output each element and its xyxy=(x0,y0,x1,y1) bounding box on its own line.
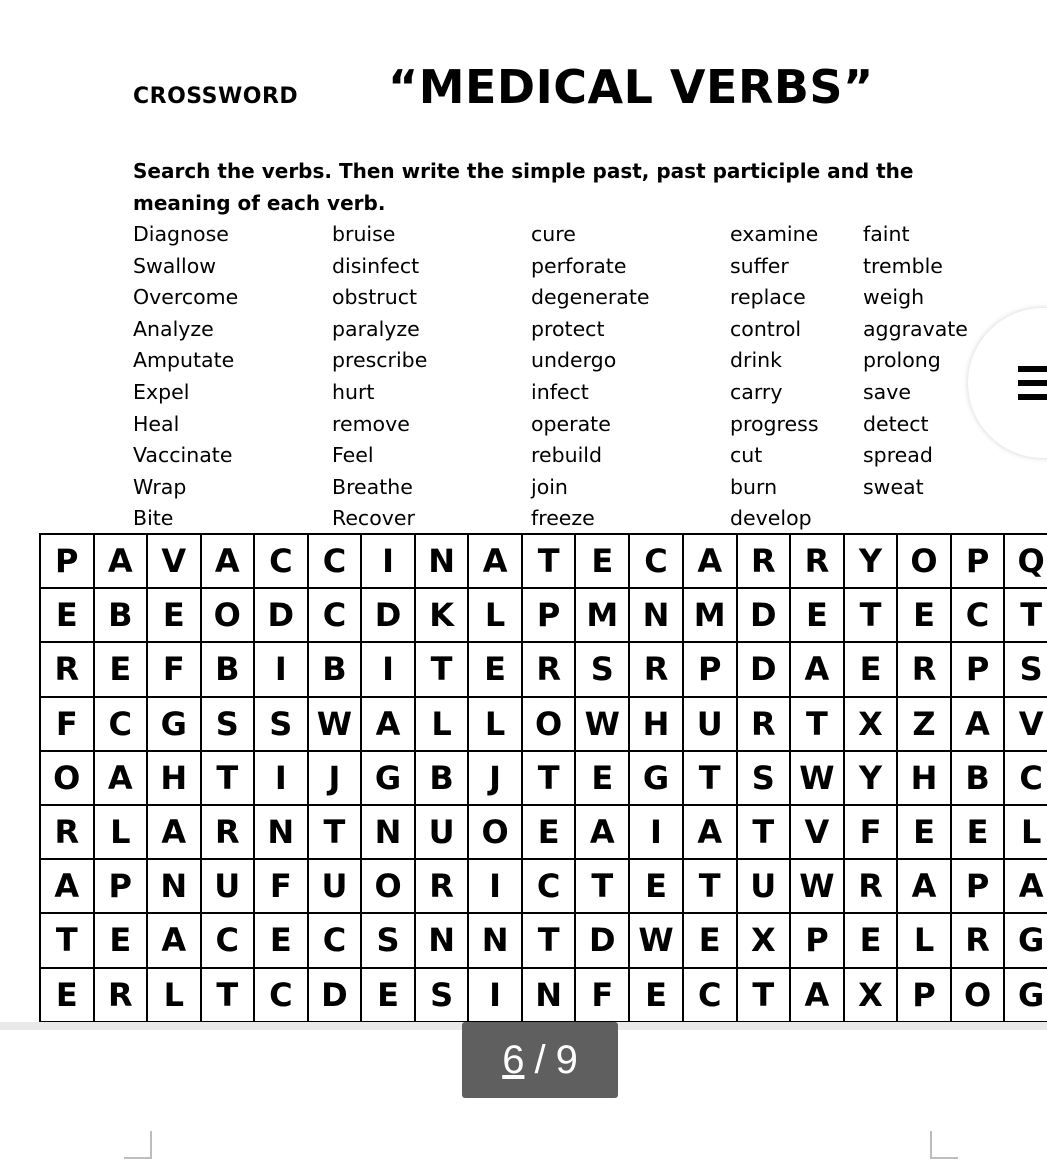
grid-cell: E xyxy=(147,588,201,642)
grid-cell: A xyxy=(147,913,201,967)
grid-cell: E xyxy=(522,805,576,859)
verb-item: weigh xyxy=(863,285,925,310)
grid-cell: U xyxy=(415,805,469,859)
grid-cell: G xyxy=(629,751,683,805)
grid-cell: H xyxy=(147,751,201,805)
grid-cell: K xyxy=(415,588,469,642)
grid-cell: T xyxy=(844,588,897,642)
verb-item: degenerate xyxy=(531,285,650,310)
grid-cell: C xyxy=(629,534,683,588)
grid-cell: N xyxy=(522,968,576,1022)
grid-cell: W xyxy=(790,751,844,805)
grid-cell: A xyxy=(94,534,147,588)
grid-cell: U xyxy=(683,697,737,751)
grid-cell: L xyxy=(1004,805,1047,859)
grid-cell: E xyxy=(94,913,147,967)
verb-item: bruise xyxy=(332,222,396,246)
grid-cell: C xyxy=(94,697,147,751)
grid-cell: N xyxy=(415,534,469,588)
grid-row xyxy=(40,913,1047,967)
grid-cell: S xyxy=(254,697,308,751)
grid-cell: B xyxy=(201,642,255,696)
verb-item: cure xyxy=(531,222,576,246)
current-page-number[interactable]: 6 xyxy=(502,1038,525,1082)
grid-cell: T xyxy=(522,534,576,588)
grid-cell: W xyxy=(629,913,683,967)
grid-cell: T xyxy=(575,859,629,913)
grid-cell: S xyxy=(201,697,255,751)
grid-cell: A xyxy=(147,805,201,859)
grid-cell: R xyxy=(897,642,951,696)
grid-cell: D xyxy=(254,588,308,642)
grid-cell: E xyxy=(897,805,951,859)
grid-cell: S xyxy=(361,913,415,967)
grid-cell: G xyxy=(361,751,415,805)
grid-cell: N xyxy=(361,805,415,859)
grid-row xyxy=(40,642,1047,696)
verb-item: Swallow xyxy=(133,253,217,278)
verb-item: suffer xyxy=(730,253,789,278)
verb-item: sweat xyxy=(863,474,924,499)
grid-cell: N xyxy=(147,859,201,913)
grid-cell: R xyxy=(40,642,94,696)
grid-cell: P xyxy=(790,913,844,967)
grid-cell: E xyxy=(844,913,897,967)
grid-cell: C xyxy=(1004,751,1047,805)
verb-column-4 xyxy=(730,219,819,535)
grid-cell: C xyxy=(308,534,362,588)
grid-cell: C xyxy=(308,588,362,642)
grid-cell: S xyxy=(737,751,791,805)
verb-item: tremble xyxy=(863,253,943,278)
grid-cell: G xyxy=(1004,913,1047,967)
verb-item: Recover xyxy=(332,506,415,531)
grid-cell: E xyxy=(468,642,522,696)
grid-cell: T xyxy=(790,697,844,751)
verb-item: Wrap xyxy=(133,474,187,499)
grid-cell: R xyxy=(629,642,683,696)
verb-column-1 xyxy=(133,219,238,535)
grid-cell: C xyxy=(201,913,255,967)
verb-item: perforate xyxy=(531,253,627,278)
verb-item: undergo xyxy=(531,348,617,373)
grid-cell: T xyxy=(201,751,255,805)
verb-item: prescribe xyxy=(332,348,428,373)
grid-cell: W xyxy=(790,859,844,913)
grid-cell: Y xyxy=(844,751,897,805)
grid-cell: E xyxy=(629,859,683,913)
grid-cell: B xyxy=(94,588,147,642)
page-separator-slash: / xyxy=(534,1038,546,1082)
grid-cell: C xyxy=(254,534,308,588)
grid-cell: I xyxy=(361,534,415,588)
grid-cell: T xyxy=(737,805,791,859)
grid-cell: L xyxy=(147,968,201,1022)
grid-cell: L xyxy=(468,588,522,642)
grid-row xyxy=(40,588,1047,642)
verb-item: rebuild xyxy=(531,443,602,468)
grid-cell: S xyxy=(1004,642,1047,696)
grid-cell: M xyxy=(575,588,629,642)
grid-cell: O xyxy=(897,534,951,588)
grid-cell: F xyxy=(147,642,201,696)
grid-cell: W xyxy=(575,697,629,751)
grid-cell: T xyxy=(683,859,737,913)
grid-cell: P xyxy=(951,534,1005,588)
verb-item: Overcome xyxy=(133,285,239,310)
grid-cell: P xyxy=(897,968,951,1022)
grid-cell: X xyxy=(844,697,897,751)
verb-item: detect xyxy=(863,411,929,436)
grid-cell: P xyxy=(40,534,94,588)
verb-item: operate xyxy=(531,411,611,436)
grid-cell: I xyxy=(254,751,308,805)
grid-cell: R xyxy=(94,968,147,1022)
grid-cell: A xyxy=(361,697,415,751)
grid-cell: F xyxy=(40,697,94,751)
grid-cell: N xyxy=(468,913,522,967)
verb-item: faint xyxy=(863,222,910,246)
grid-cell: U xyxy=(201,859,255,913)
grid-cell: N xyxy=(415,913,469,967)
worksheet-label: CROSSWORD xyxy=(133,84,299,109)
grid-cell: D xyxy=(737,588,791,642)
grid-cell: I xyxy=(468,859,522,913)
grid-cell: S xyxy=(415,968,469,1022)
verb-item: remove xyxy=(332,411,410,436)
grid-cell: J xyxy=(308,751,362,805)
grid-cell: P xyxy=(522,588,576,642)
verb-item: paralyze xyxy=(332,316,420,341)
verb-item: progress xyxy=(730,411,819,436)
grid-cell: O xyxy=(951,968,1005,1022)
grid-cell: B xyxy=(951,751,1005,805)
grid-cell: T xyxy=(737,968,791,1022)
grid-cell: N xyxy=(629,588,683,642)
grid-row xyxy=(40,968,1047,1022)
grid-cell: P xyxy=(683,642,737,696)
grid-cell: D xyxy=(308,968,362,1022)
grid-cell: T xyxy=(40,913,94,967)
grid-row xyxy=(40,751,1047,805)
grid-cell: V xyxy=(790,805,844,859)
grid-cell: T xyxy=(683,751,737,805)
total-pages: 9 xyxy=(555,1038,578,1082)
grid-cell: A xyxy=(683,805,737,859)
grid-cell: E xyxy=(40,968,94,1022)
verb-item: cut xyxy=(730,443,763,468)
grid-cell: A xyxy=(94,751,147,805)
grid-cell: E xyxy=(361,968,415,1022)
grid-cell: W xyxy=(308,697,362,751)
grid-cell: Q xyxy=(1004,534,1047,588)
grid-cell: R xyxy=(522,642,576,696)
word-search-grid-container xyxy=(39,533,1047,1022)
grid-cell: Y xyxy=(844,534,897,588)
verb-item: Diagnose xyxy=(133,222,229,246)
verb-item: Breathe xyxy=(332,474,413,499)
grid-cell: O xyxy=(361,859,415,913)
grid-cell: P xyxy=(94,859,147,913)
grid-cell: L xyxy=(415,697,469,751)
grid-cell: M xyxy=(683,588,737,642)
grid-cell: O xyxy=(40,751,94,805)
grid-cell: S xyxy=(575,642,629,696)
verb-column-2 xyxy=(332,219,427,535)
verb-item: hurt xyxy=(332,379,375,404)
grid-cell: I xyxy=(254,642,308,696)
grid-cell: F xyxy=(254,859,308,913)
verb-item: Amputate xyxy=(133,348,235,373)
grid-cell: H xyxy=(897,751,951,805)
verb-item: disinfect xyxy=(332,253,420,278)
verb-item: Heal xyxy=(133,411,180,436)
verb-column-5 xyxy=(863,219,968,503)
grid-cell: C xyxy=(522,859,576,913)
verb-item: develop xyxy=(730,506,812,531)
verb-item: examine xyxy=(730,222,819,246)
grid-cell: A xyxy=(683,534,737,588)
word-search-grid xyxy=(39,533,1047,1022)
grid-cell: V xyxy=(1004,697,1047,751)
grid-cell: A xyxy=(40,859,94,913)
grid-cell: A xyxy=(575,805,629,859)
grid-cell: C xyxy=(683,968,737,1022)
crop-mark-left xyxy=(124,1131,152,1159)
grid-cell: F xyxy=(575,968,629,1022)
verb-item: burn xyxy=(730,474,778,499)
grid-cell: O xyxy=(468,805,522,859)
grid-cell: E xyxy=(897,588,951,642)
verb-item: spread xyxy=(863,443,933,468)
verb-item: control xyxy=(730,316,802,341)
grid-cell: D xyxy=(737,642,791,696)
verb-item: protect xyxy=(531,316,605,341)
page-indicator[interactable] xyxy=(462,1022,618,1098)
grid-cell: U xyxy=(737,859,791,913)
grid-cell: T xyxy=(1004,588,1047,642)
instructions: Search the verbs. Then write the simple past, past participle and the meaning of each verb. xyxy=(133,159,914,215)
verb-item: aggravate xyxy=(863,316,968,341)
grid-cell: R xyxy=(737,697,791,751)
verb-item: Bite xyxy=(133,506,174,531)
grid-cell: A xyxy=(951,697,1005,751)
grid-row xyxy=(40,859,1047,913)
grid-cell: L xyxy=(468,697,522,751)
grid-cell: R xyxy=(790,534,844,588)
grid-cell: R xyxy=(844,859,897,913)
grid-cell: I xyxy=(361,642,415,696)
grid-cell: A xyxy=(468,534,522,588)
grid-cell: E xyxy=(94,642,147,696)
grid-cell: T xyxy=(308,805,362,859)
verb-item: infect xyxy=(531,379,589,404)
grid-cell: T xyxy=(201,968,255,1022)
grid-cell: C xyxy=(951,588,1005,642)
grid-cell: D xyxy=(361,588,415,642)
grid-cell: D xyxy=(575,913,629,967)
grid-cell: A xyxy=(897,859,951,913)
verb-item: freeze xyxy=(531,506,595,531)
grid-cell: A xyxy=(1004,859,1047,913)
verb-item: carry xyxy=(730,379,783,404)
grid-cell: G xyxy=(1004,968,1047,1022)
grid-cell: T xyxy=(522,751,576,805)
grid-cell: E xyxy=(575,534,629,588)
grid-cell: O xyxy=(201,588,255,642)
verb-item: prolong xyxy=(863,348,941,373)
crop-mark-right xyxy=(930,1131,958,1159)
grid-cell: L xyxy=(897,913,951,967)
grid-cell: H xyxy=(629,697,683,751)
grid-cell: B xyxy=(415,751,469,805)
grid-cell: R xyxy=(951,913,1005,967)
grid-cell: E xyxy=(951,805,1005,859)
grid-cell: X xyxy=(737,913,791,967)
grid-cell: P xyxy=(951,859,1005,913)
grid-cell: E xyxy=(254,913,308,967)
worksheet-title: “MEDICAL VERBS” xyxy=(388,60,874,114)
verb-item: Vaccinate xyxy=(133,443,233,468)
grid-cell: A xyxy=(201,534,255,588)
grid-cell: I xyxy=(629,805,683,859)
grid-row xyxy=(40,534,1047,588)
grid-cell: T xyxy=(415,642,469,696)
grid-cell: E xyxy=(575,751,629,805)
grid-cell: R xyxy=(737,534,791,588)
grid-cell: A xyxy=(790,642,844,696)
grid-cell: X xyxy=(844,968,897,1022)
grid-cell: C xyxy=(254,968,308,1022)
grid-cell: L xyxy=(94,805,147,859)
grid-cell: N xyxy=(254,805,308,859)
verb-item: Feel xyxy=(332,443,374,468)
verb-item: obstruct xyxy=(332,285,418,310)
grid-cell: Z xyxy=(897,697,951,751)
grid-cell: T xyxy=(522,913,576,967)
grid-row xyxy=(40,697,1047,751)
grid-cell: E xyxy=(629,968,683,1022)
grid-cell: E xyxy=(683,913,737,967)
grid-cell: P xyxy=(951,642,1005,696)
grid-cell: C xyxy=(308,913,362,967)
grid-cell: J xyxy=(468,751,522,805)
grid-cell: U xyxy=(308,859,362,913)
grid-cell: B xyxy=(308,642,362,696)
verb-item: Expel xyxy=(133,379,190,404)
verb-item: replace xyxy=(730,285,806,310)
verb-item: join xyxy=(531,474,568,499)
grid-cell: R xyxy=(40,805,94,859)
verb-item: save xyxy=(863,379,911,404)
grid-cell: E xyxy=(40,588,94,642)
grid-cell: F xyxy=(844,805,897,859)
grid-cell: G xyxy=(147,697,201,751)
grid-cell: E xyxy=(790,588,844,642)
verb-item: drink xyxy=(730,348,783,373)
grid-cell: R xyxy=(201,805,255,859)
grid-cell: O xyxy=(522,697,576,751)
grid-cell: E xyxy=(844,642,897,696)
grid-cell: A xyxy=(790,968,844,1022)
verb-column-3 xyxy=(531,219,650,535)
grid-row xyxy=(40,805,1047,859)
grid-cell: V xyxy=(147,534,201,588)
verb-item: Analyze xyxy=(133,316,214,341)
grid-cell: R xyxy=(415,859,469,913)
grid-cell: I xyxy=(468,968,522,1022)
